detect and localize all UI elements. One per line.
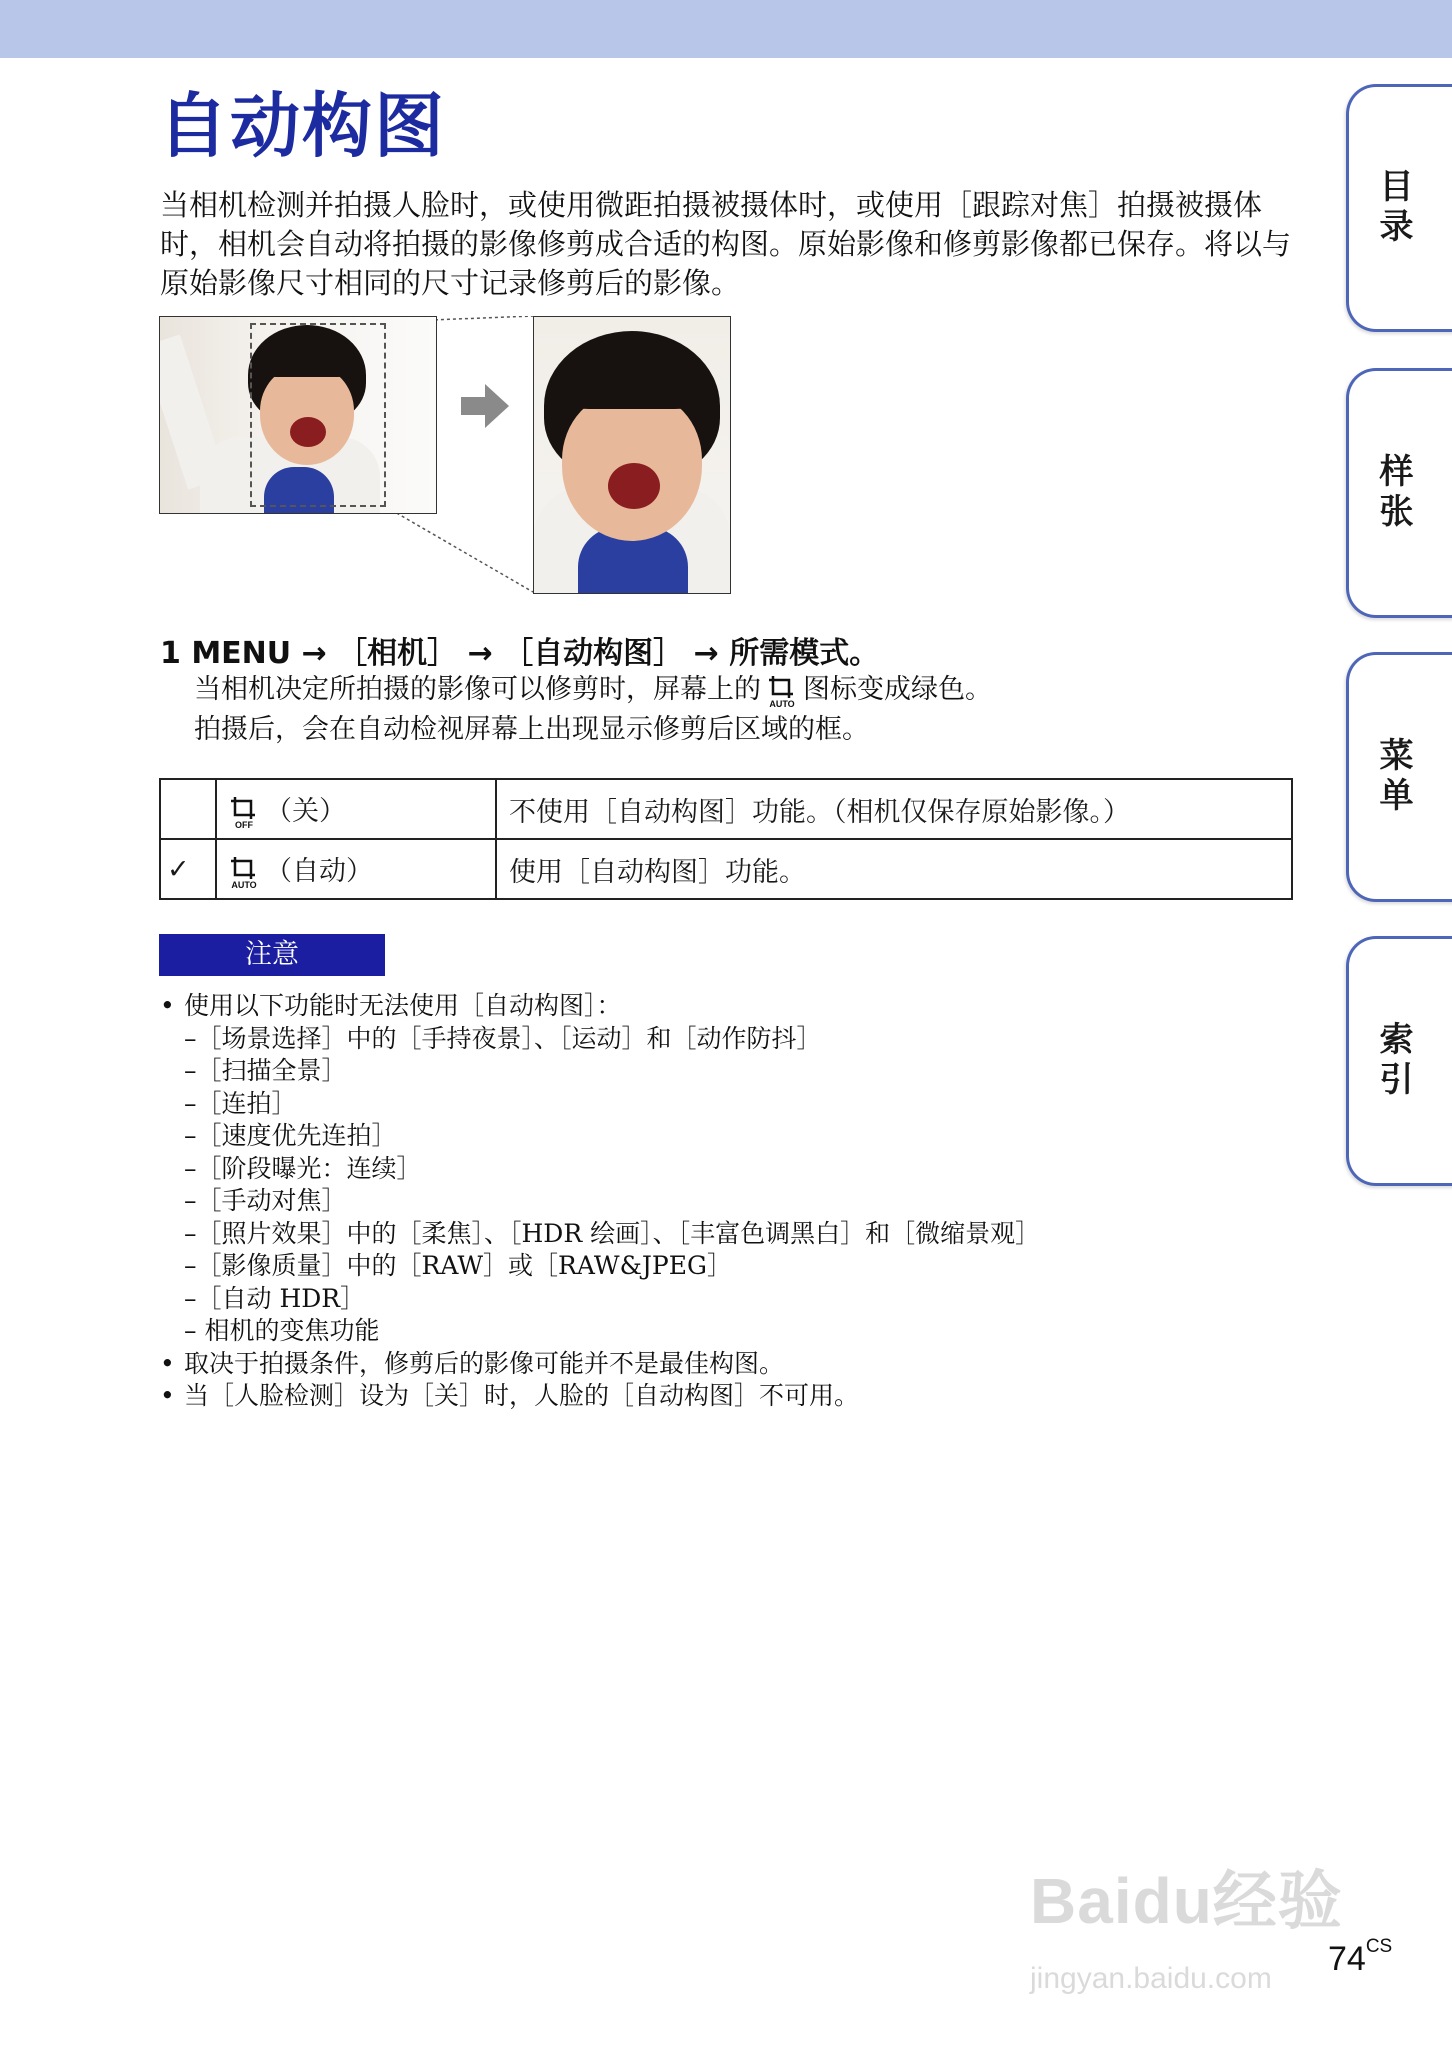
tab-label: 目录 [1373, 168, 1413, 248]
cropped-photo [533, 316, 731, 594]
svg-text:AUTO: AUTO [769, 698, 795, 708]
tab-contents[interactable] [1346, 84, 1452, 332]
list-item: –［速度优先连拍］ [184, 1121, 397, 1150]
tab-menu[interactable] [1346, 652, 1452, 902]
tab-index[interactable] [1346, 936, 1452, 1186]
page-number-value: 74 [1328, 1940, 1366, 1978]
tab-label: 样张 [1373, 453, 1413, 533]
top-banner [0, 0, 1452, 58]
option-name-auto: （自动） [265, 855, 373, 887]
list-item: – 相机的变焦功能 [184, 1316, 380, 1345]
step-desc-1-after: 图标变成绿色。 [803, 674, 992, 705]
intro-paragraph: 当相机检测并拍摄人脸时，或使用微距拍摄被摄体时，或使用［跟踪对焦］拍摄被摄体时，相机会自动将拍摄的影像修剪成合适的构图。原始影像和修剪影像都已保存。将以与原始影像尺寸相同的尺寸记录修剪后的影像。 [160, 188, 1292, 300]
watermark-logo: Baidu经验 [1030, 1865, 1343, 1937]
checkmark-icon: ✓ [167, 853, 190, 885]
crop-frame [250, 323, 386, 507]
svg-text:OFF: OFF [235, 820, 253, 830]
page-title: 自动构图 [158, 85, 446, 167]
option-name-cell [216, 839, 496, 899]
tab-samples[interactable] [1346, 368, 1452, 618]
step-desc-line-1 [194, 670, 992, 710]
svg-text:AUTO: AUTO [231, 880, 257, 890]
list-item: –［手动对焦］ [184, 1186, 347, 1215]
options-table [159, 778, 1293, 900]
auto-framing-auto-icon [767, 674, 797, 708]
original-photo [159, 316, 437, 514]
list-item: –［照片效果］中的［柔焦］、［HDR 绘画］、［丰富色调黑白］和［微缩景观］ [184, 1218, 1041, 1248]
default-mark-cell [160, 839, 216, 899]
option-name-off: （关） [265, 795, 346, 827]
step-desc-1-before: 当相机决定所拍摄的影像可以修剪时，屏幕上的 [194, 674, 761, 705]
auto-framing-off-icon [229, 795, 259, 829]
list-item: –［阶段曝光：连续］ [184, 1153, 422, 1183]
page-number-suffix: CS [1365, 1936, 1393, 1957]
step-description [194, 670, 992, 750]
watermark-url: jingyan.baidu.com [1030, 1962, 1272, 1995]
notes-list [160, 990, 1040, 1413]
option-name-cell [216, 779, 496, 839]
list-item: –［影像质量］中的［RAW］或［RAW&JPEG］ [184, 1251, 732, 1280]
list-item: –［自动 HDR］ [184, 1283, 366, 1313]
page-number [1328, 1936, 1393, 1979]
list-item: –［连拍］ [184, 1088, 297, 1118]
table-row [160, 779, 1292, 839]
table-row [160, 839, 1292, 899]
list-item: –［扫描全景］ [184, 1056, 347, 1085]
auto-framing-auto-icon [229, 855, 259, 889]
step-desc-line-2: 拍摄后，会在自动检视屏幕上出现显示修剪后区域的框。 [194, 714, 869, 745]
tab-label: 索引 [1373, 1021, 1413, 1101]
right-arrow-icon [461, 384, 511, 428]
list-item: –［场景选择］中的［手持夜景］、［运动］和［动作防抖］ [184, 1023, 822, 1053]
list-item: • 当［人脸检测］设为［关］时，人脸的［自动构图］不可用。 [160, 1380, 1040, 1413]
list-item: • 取决于拍摄条件，修剪后的影像可能并不是最佳构图。 [160, 1348, 1040, 1381]
default-mark-cell [160, 779, 216, 839]
tab-label: 菜单 [1373, 737, 1413, 817]
auto-framing-illustration [159, 316, 739, 596]
option-desc-off: 不使用［自动构图］功能。（相机仅保存原始影像。） [496, 779, 1292, 839]
note-label: 注意 [159, 934, 385, 976]
list-item: • 使用以下功能时无法使用［自动构图］： [160, 990, 1040, 1023]
option-desc-auto: 使用［自动构图］功能。 [496, 839, 1292, 899]
step-1: 1 MENU → ［相机］ → ［自动构图］ → 所需模式。 [160, 636, 880, 671]
baidu-watermark [1030, 1850, 1343, 1995]
